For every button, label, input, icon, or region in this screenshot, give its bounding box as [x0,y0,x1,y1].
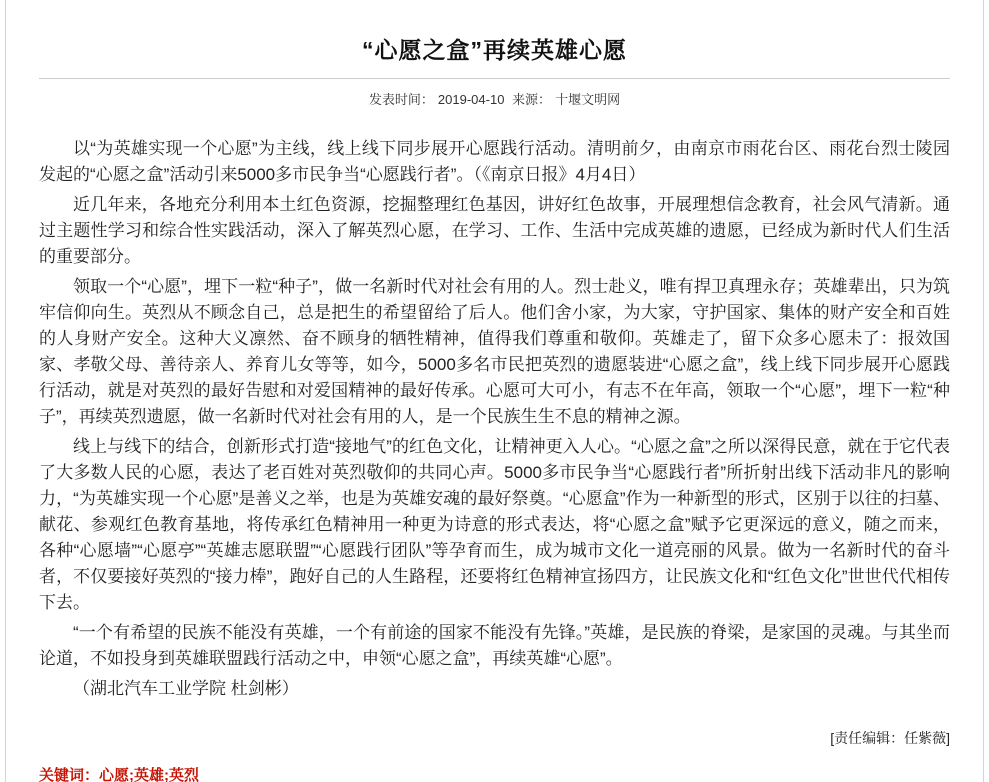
keywords-row [39,764,950,782]
keywords-label: 关键词： [39,767,100,782]
source-label: 来源： [512,92,552,107]
article-container [6,32,983,782]
article-body [39,136,950,702]
source-value: 十堰文明网 [555,92,621,107]
title-divider [39,78,950,79]
page-title: “心愿之盒”再续英雄心愿 [362,37,627,63]
article-paragraph: 领取一个“心愿”，埋下一粒“种子”，做一名新时代对社会有用的人。烈士赴义，唯有捍卫真理永存；英雄辈出，只为筑牢信仰向生。英烈从不顾念自己，总是把生的希望留给了后人。他们舍小家，为大家，守护国家、集体的财产安全和百姓的人身财产安全。这种大义凛然、奋不顾身的牺牲精神，值得我们尊重和敬仰。英雄走了，留下众多心愿未了：报效国家、孝敬父母、善待亲人、养育儿女等等，如今，5000多名市民把英烈的遗愿装进“心愿之盒”，线上线下同步展开心愿践行活动，就是对英烈的最好告慰和对爱国精神的最好传承。心愿可大可小，有志不在年高，领取一个“心愿”，埋下一粒“种子”，再续英烈遗愿，做一名新时代对社会有用的人，是一个民族生生不息的精神之源。 [39,277,950,426]
article-paragraph: 近几年来，各地充分利用本土红色资源，挖掘整理红色基因，讲好红色故事，开展理想信念教育，社会风气清新。通过主题性学习和综合性实践活动，深入了解英烈心愿，在学习、工作、生活中完成英雄的遗愿，已经成为新时代人们生活的重要部分。 [39,195,950,266]
article-paragraph: “一个有希望的民族不能没有英雄，一个有前途的国家不能没有先锋。”英雄，是民族的脊梁，是家国的灵魂。与其坐而论道，不如投身到英雄联盟践行活动之中，申领“心愿之盒”，再续英雄“心愿”。 [39,623,950,668]
page-frame [5,0,984,782]
article-author-line: （湖北汽车工业学院 杜剑彬） [73,679,299,698]
responsible-editor: [责任编辑：任紫薇] [830,730,950,746]
article-meta [39,89,950,108]
keywords-values: 心愿;英雄;英烈 [99,767,200,782]
article-paragraph: 以“为英雄实现一个心愿”为主线，线上线下同步展开心愿践行活动。清明前夕，由南京市雨花台区、雨花台烈士陵园发起的“心愿之盒”活动引来5000多市民争当“心愿践行者”。（《南京日报》4月4日） [39,139,950,184]
publish-time-label: 发表时间： [368,92,434,107]
article-paragraph: 线上与线下的结合，创新形式打造“接地气”的红色文化，让精神更入人心。“心愿之盒”之所以深得民意，就在于它代表了大多数人民的心愿，表达了老百姓对英烈敬仰的共同心声。5000多市民争当“心愿践行者”所折射出线下活动非凡的影响力，“为英雄实现一个心愿”是善义之举，也是为英雄安魂的最好祭奠。“心愿盒”作为一种新型的形式，区别于以往的扫墓、献花、参观红色教育基地，将传承红色精神用一种更为诗意的形式表达，将“心愿之盒”赋予它更深远的意义，随之而来，各种“心愿墙”“心愿亭”“英雄志愿联盟”“心愿践行团队”等孕育而生，成为城市文化一道亮丽的风景。做为一名新时代的奋斗者，不仅要接好英烈的“接力棒”，跑好自己的人生路程，还要将红色精神宣扬四方，让民族文化和“红色文化”世世代代相传下去。 [39,437,950,612]
publish-time-value: 2019-04-10 [437,92,505,107]
